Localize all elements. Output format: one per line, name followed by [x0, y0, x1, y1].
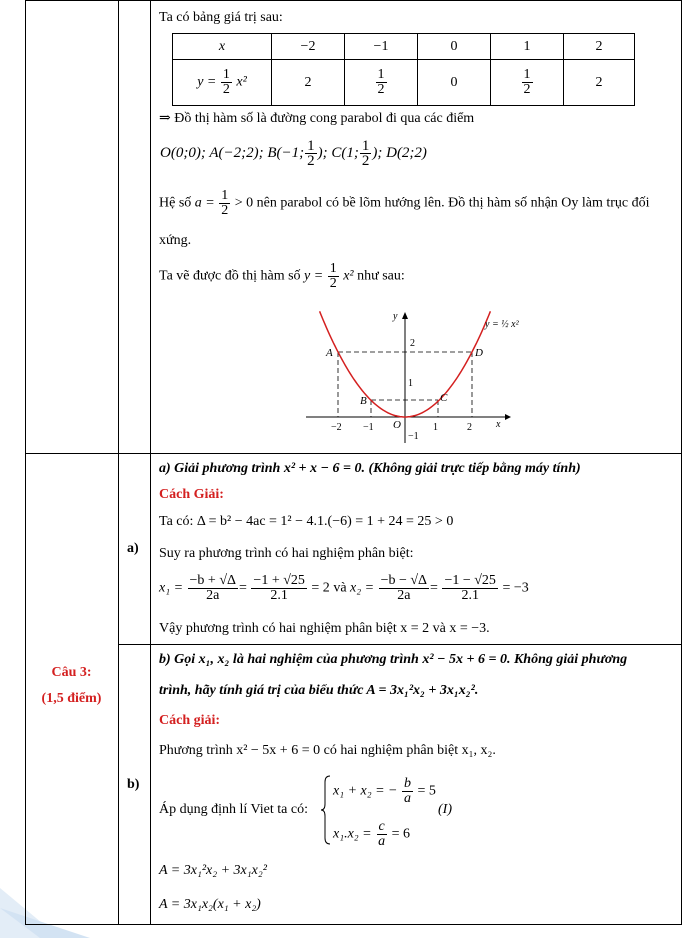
- divider-row-1: [25, 453, 682, 454]
- divider-row-2: [118, 644, 682, 645]
- coef-a-eq: a =: [194, 195, 215, 211]
- frac-num: b: [404, 776, 412, 791]
- point-c-pre: C(1;: [331, 144, 359, 161]
- coef-line: [159, 189, 650, 218]
- frac-den: a: [378, 834, 386, 849]
- y-tick-label: −1: [408, 431, 419, 442]
- point-a-label: A: [326, 347, 333, 359]
- coef-pre: Hệ số: [159, 195, 192, 211]
- frac-den: 2: [361, 153, 370, 169]
- x2-result: = −3: [502, 580, 529, 596]
- x-tick-label: 1: [433, 422, 438, 433]
- system-brace: [320, 774, 332, 846]
- y-label-prefix: y =: [197, 74, 217, 90]
- conclusion-line: ⇒ Đồ thị hàm số là đường cong parabol đi qua các điểm: [159, 111, 475, 126]
- frac-den: 2: [523, 82, 531, 97]
- coef-post: > 0 nên parabol có bề lõm hướng lên. Đồ thị hàm số nhận Oy làm trục đối: [234, 195, 650, 211]
- point-c-label: C: [440, 392, 448, 404]
- point-c: [331, 138, 383, 169]
- viet-prod: [333, 820, 410, 849]
- part-b-question-1: b) Gọi x₁, x₂ là hai nghiệm của phương trình x² − 5x + 6 = 0. Không giải phương: [159, 652, 628, 667]
- frac-den: 2.1: [270, 588, 288, 603]
- table-y-label: [173, 60, 272, 106]
- frac-num: 1: [329, 261, 337, 276]
- frac-num: 1: [523, 67, 531, 82]
- table-x-value: 2: [564, 34, 635, 60]
- y-label-suffix: x²: [236, 74, 247, 90]
- part-a-delta: Ta có: Δ = b² − 4ac = 1² − 4.1.(−6) = 1 + 24 = 25 > 0: [159, 514, 454, 529]
- table-y-value: 2: [564, 60, 635, 106]
- curve-label: y = ½ x²: [485, 319, 519, 330]
- table-y-value: [491, 60, 564, 106]
- part-a-conclusion: Vậy phương trình có hai nghiệm phân biệt x = 2 và x = −3.: [159, 621, 490, 636]
- frac-den: 2: [329, 276, 337, 291]
- frac-den: 2a: [206, 588, 220, 603]
- part-b-method: Cách giải:: [159, 713, 221, 728]
- frac-den: 2: [221, 203, 229, 218]
- y-axis-label: y: [393, 311, 398, 322]
- part-b-statement: Phương trình x² − 5x + 6 = 0 có hai nghiệm phân biệt x₁, x₂.: [159, 743, 496, 758]
- table-x-label: x: [173, 34, 272, 60]
- x-tick-label: −1: [363, 422, 374, 433]
- part-b-question-2: trình, hãy tính giá trị của biểu thức A = 3x₁²x₂ + 3x₁x₂².: [159, 683, 479, 698]
- point-d: D(2;2): [386, 144, 427, 161]
- table-x-value: −1: [345, 34, 418, 60]
- part-a-suy-ra: Suy ra phương trình có hai nghiệm phân biệt:: [159, 546, 414, 561]
- a-expr-2: A = 3x₁x₂(x₁ + x₂): [159, 897, 261, 912]
- divider-col-1: [118, 0, 119, 925]
- part-a-label: a): [127, 541, 139, 556]
- value-table: [172, 33, 635, 106]
- origin-label: O: [393, 419, 401, 431]
- frac-num: 1: [361, 138, 370, 154]
- a-expr-1: A = 3x₁²x₂ + 3x₁x₂²: [159, 863, 267, 878]
- frac-num: 1: [307, 138, 315, 154]
- draw-y-eq: y =: [304, 268, 324, 284]
- cau3-points: (1,5 điểm): [41, 691, 102, 706]
- part-a-method: Cách Giải:: [159, 487, 224, 502]
- y-label-frac: [221, 68, 232, 97]
- viet-sum: [333, 777, 436, 806]
- point-o: O(0;0);: [160, 144, 206, 161]
- prod-lhs: x₁.x₂ =: [333, 826, 372, 842]
- x1-result: = 2: [311, 580, 330, 596]
- points-line: [160, 139, 427, 168]
- x-tick-label: 2: [467, 422, 472, 433]
- frac-num: −b + √Δ: [189, 573, 237, 588]
- frac-den: 2.1: [461, 588, 479, 603]
- part-a-question: a) Giải phương trình x² + x − 6 = 0. (Không giải trực tiếp bằng máy tính): [159, 461, 581, 476]
- frac-num: −1 − √25: [444, 573, 496, 588]
- divider-col-2: [150, 0, 151, 925]
- point-b: [267, 138, 328, 169]
- table-x-value: −2: [272, 34, 345, 60]
- point-a: A(−2;2);: [209, 144, 264, 161]
- part-b-viet-pre: Áp dụng định lí Viet ta có:: [159, 802, 308, 817]
- system-tag: (I): [438, 802, 452, 817]
- draw-pre: Ta vẽ được đồ thị hàm số: [159, 268, 301, 284]
- table-y-value: [345, 60, 418, 106]
- y-tick-label: 2: [410, 338, 415, 349]
- y-tick-label: 1: [408, 378, 413, 389]
- and-word: và: [333, 580, 347, 596]
- table-y-value: 2: [272, 60, 345, 106]
- x2-lhs: x₂ =: [350, 580, 375, 596]
- table-y-value: 0: [418, 60, 491, 106]
- sum-lhs: x₁ + x₂ = −: [333, 783, 398, 799]
- coef-line-cont: xứng.: [159, 233, 192, 248]
- draw-line: [159, 262, 405, 291]
- x-axis-arrow: [505, 414, 511, 420]
- frac-den: 2: [377, 82, 385, 97]
- parabola-graph: [300, 305, 540, 447]
- x1-lhs: x₁ =: [159, 580, 184, 596]
- sum-rhs: = 5: [417, 783, 436, 799]
- frac-num: −b − √Δ: [380, 573, 428, 588]
- frac-num: 1: [221, 188, 229, 203]
- part-b-label: b): [127, 777, 140, 792]
- x-axis-label: x: [496, 419, 501, 430]
- frac-den: 2: [222, 82, 230, 97]
- frac-num: 1: [222, 67, 230, 82]
- draw-post: như sau:: [357, 268, 405, 284]
- point-b-post: );: [317, 144, 328, 161]
- frac-den: a: [404, 791, 412, 806]
- table-x-value: 1: [491, 34, 564, 60]
- point-d-label: D: [475, 347, 483, 359]
- cau3-title: Câu 3:: [51, 665, 92, 680]
- point-c-post: );: [372, 144, 383, 161]
- draw-x2: x²: [343, 268, 354, 284]
- frac-den: 2: [307, 153, 315, 169]
- prod-rhs: = 6: [391, 826, 411, 842]
- frac-num: c: [378, 819, 385, 834]
- part-a-roots: x₁ = $\frac{-b + √\Delta}{2a}$ = $\frac{-1 + √25}{2.1}$ = 2 và x₂ = $\frac{-b - √\Delta}{2a}$ = $\frac{-1 - √25}{2.1}$ = −3: [159, 573, 529, 603]
- frac-num: −1 + √25: [253, 573, 305, 588]
- point-b-label: B: [360, 395, 367, 407]
- frac-den: 2a: [397, 588, 411, 603]
- x-tick-label: −2: [331, 422, 342, 433]
- table-x-value: 0: [418, 34, 491, 60]
- intro-line: Ta có bảng giá trị sau:: [159, 10, 283, 25]
- y-axis-arrow: [402, 312, 408, 319]
- point-b-pre: B(−1;: [267, 144, 305, 161]
- frac-num: 1: [377, 67, 385, 82]
